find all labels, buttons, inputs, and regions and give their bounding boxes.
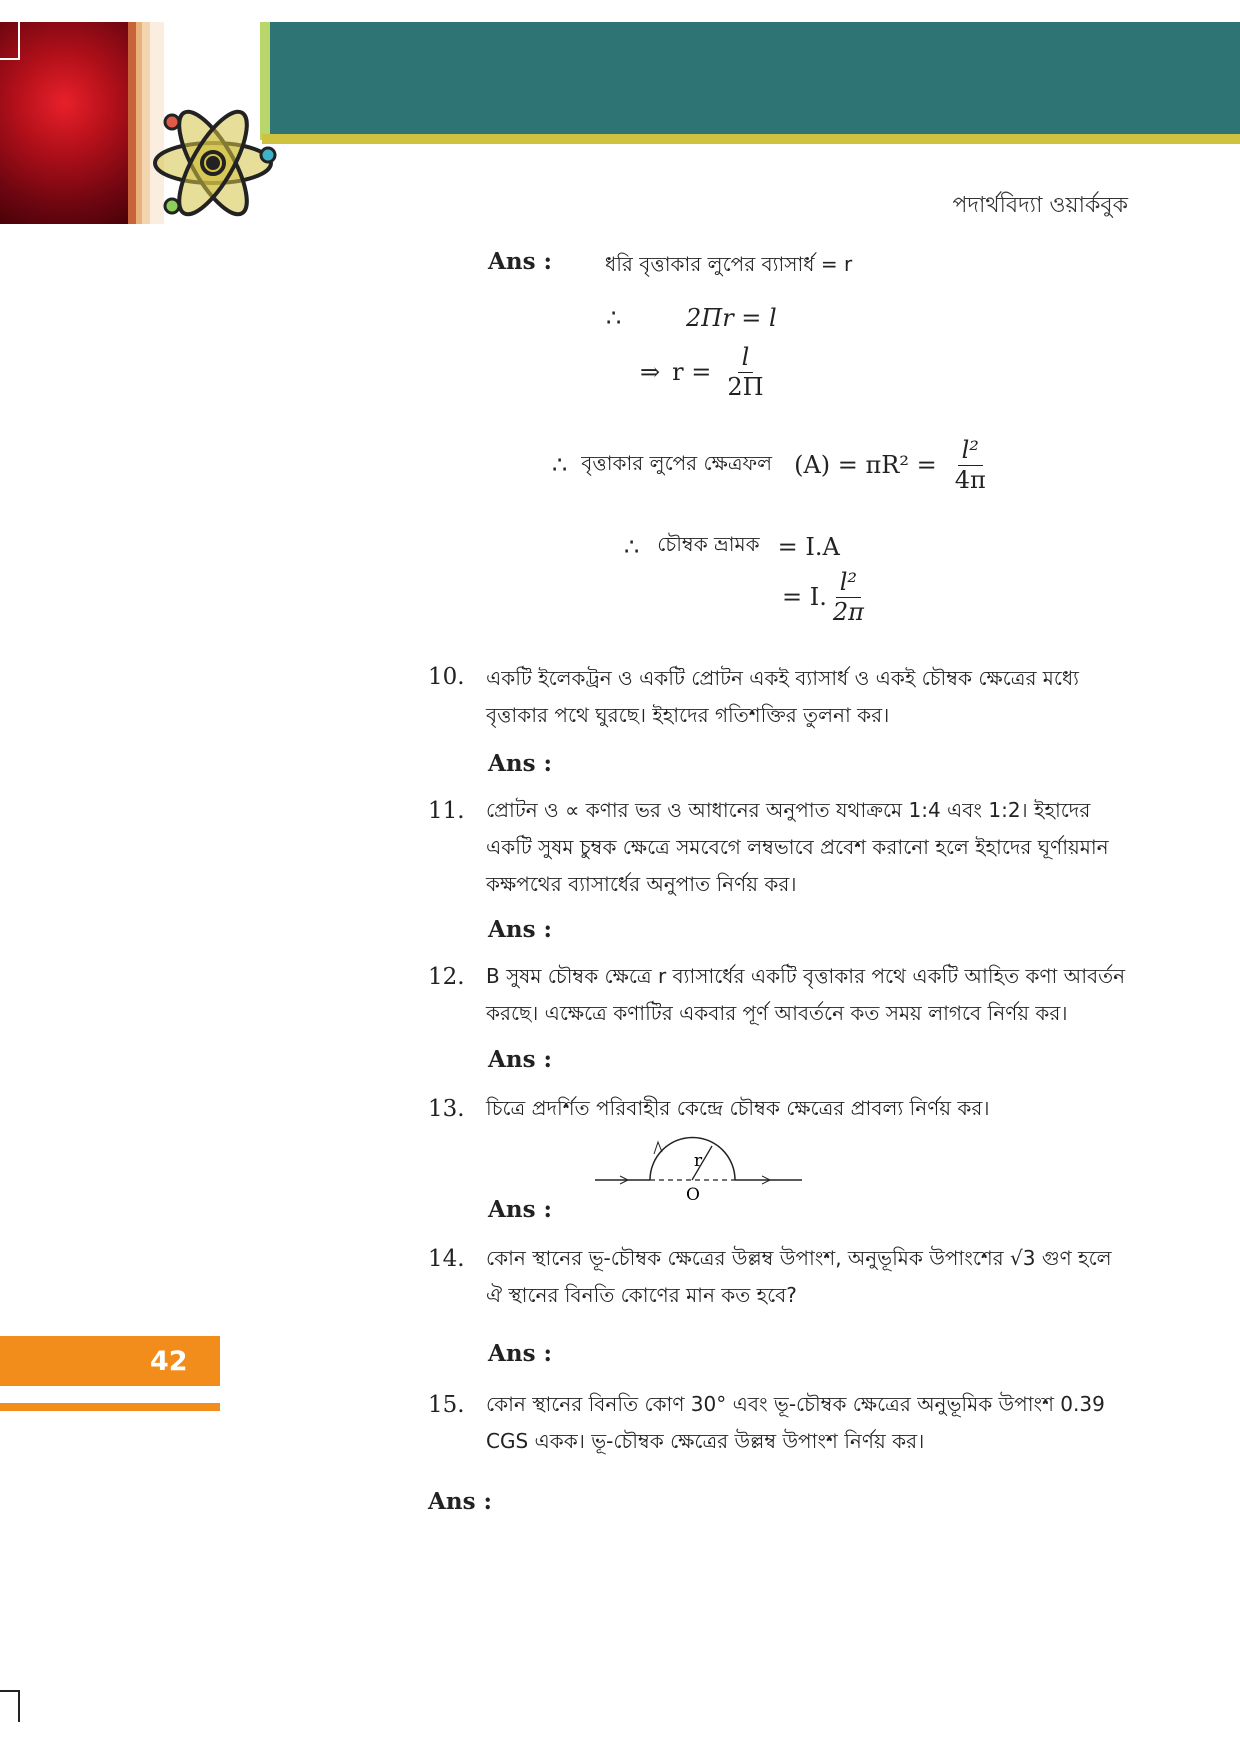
question-12-answer-label: Ans : bbox=[488, 1046, 553, 1073]
center-label: O bbox=[686, 1185, 700, 1202]
moment2-fraction bbox=[829, 568, 868, 627]
equation-magnetic-moment bbox=[624, 530, 840, 563]
therefore-symbol-1: ∴ bbox=[606, 304, 622, 332]
question-13-number: 13. bbox=[428, 1096, 465, 1122]
area-numerator: l² bbox=[958, 436, 983, 466]
question-11-answer-label: Ans : bbox=[488, 916, 553, 943]
question-15-answer-label: Ans : bbox=[428, 1488, 493, 1515]
question-10-number: 10. bbox=[428, 664, 465, 690]
implies-symbol: ⇒ bbox=[640, 358, 661, 387]
question-15-text: কোন স্থানের বিনতি কোণ 30° এবং ভূ-চৌম্বক ক্ষেত্রের অনুভূমিক উপাংশ 0.39 CGS একক। ভূ-চৌম্বক ক্ষেত্রের উল্লম্ব উপাংশ নির্ণয় কর। bbox=[486, 1392, 1105, 1453]
moment-rhs: = I.A bbox=[777, 532, 840, 561]
question-10-text: একটি ইলেকট্রন ও একটি প্রোটন একই ব্যাসার্ধ ও একই চৌম্বক ক্ষেত্রের মধ্যে বৃত্তাকার পথে ঘুরছে। ইহাদের গতিশক্তির তুলনা কর। bbox=[486, 666, 1079, 727]
therefore-symbol-3: ∴ bbox=[624, 532, 640, 561]
page-number: 42 bbox=[150, 1346, 188, 1377]
radius-numerator: l bbox=[738, 343, 754, 373]
header-banner bbox=[270, 22, 1240, 134]
therefore-symbol-2: ∴ bbox=[552, 451, 568, 480]
workbook-title: পদার্থবিদ্যা ওয়ার্কবুক bbox=[952, 193, 1128, 218]
area-denominator: 4π bbox=[954, 465, 986, 494]
answer-9-intro: ধরি বৃত্তাকার লুপের ব্যাসার্ধ = r bbox=[605, 252, 853, 276]
radius-denominator: 2Π bbox=[727, 372, 764, 401]
radius-lhs: r = bbox=[672, 358, 712, 387]
question-10-answer-label: Ans : bbox=[488, 750, 553, 777]
equation-area bbox=[552, 436, 990, 495]
moment-label: চৌম্বক ভ্রামক bbox=[657, 532, 760, 556]
question-14-answer-label: Ans : bbox=[488, 1340, 553, 1367]
question-12-text: B সুষম চৌম্বক ক্ষেত্রে r ব্যাসার্ধের একটি বৃত্তাকার পথে একটি আহিত কণা আবর্তন করছে। এক্ষেত্রে কণাটির একবার পূর্ণ আবর্তনে কত সময় লাগবে নির্ণয় কর। bbox=[486, 964, 1126, 1025]
atom-icon bbox=[150, 108, 280, 218]
question-13-text: চিত্রে প্রদর্শিত পরিবাহীর কেন্দ্রে চৌম্বক ক্ষেত্রের প্রাবল্য নির্ণয় কর। bbox=[486, 1096, 990, 1120]
question-14-text: কোন স্থানের ভূ-চৌম্বক ক্ষেত্রের উল্লম্ব উপাংশ, অনুভূমিক উপাংশের √3 গুণ হলে ঐ স্থানের বিনতি কোণের মান কত হবে? bbox=[486, 1246, 1112, 1307]
question-13-answer-label: Ans : bbox=[488, 1196, 553, 1223]
header-underline bbox=[262, 134, 1240, 144]
moment2-lhs: = I. bbox=[782, 583, 827, 612]
question-12-number: 12. bbox=[428, 964, 465, 990]
radius-label: r bbox=[694, 1151, 703, 1171]
moment2-numerator: l² bbox=[836, 568, 861, 598]
question-15-number: 15. bbox=[428, 1392, 465, 1418]
moment2-denominator: 2π bbox=[832, 597, 864, 626]
crop-mark-bottom bbox=[0, 1690, 20, 1722]
crop-mark-top bbox=[0, 0, 20, 60]
question-11-number: 11. bbox=[428, 798, 465, 824]
equation-circumference: 2Πr = l bbox=[686, 304, 777, 332]
equation-radius bbox=[640, 343, 768, 402]
answer-9-label: Ans : bbox=[488, 248, 553, 275]
question-11-text: প্রোটন ও ∝ কণার ভর ও আধানের অনুপাত যথাক্রমে 1:4 এবং 1:2। ইহাদের একটি সুষম চুম্বক ক্ষেত্রে সমবেগে লম্বভাবে প্রবেশ করানো হলে ইহাদের ঘূর্ণায়মান কক্ষপথের ব্যাসার্ধের অনুপাত নির্ণয় কর। bbox=[486, 798, 1109, 896]
area-fraction bbox=[951, 436, 990, 495]
equation-magnetic-moment-2 bbox=[782, 568, 868, 627]
area-label: বৃত্তাকার লুপের ক্ষেত্রফল bbox=[581, 450, 773, 475]
conductor-diagram bbox=[590, 1132, 810, 1202]
question-14-number: 14. bbox=[428, 1246, 465, 1272]
radius-fraction bbox=[723, 343, 767, 402]
area-lhs: (A) = πR² = bbox=[794, 451, 937, 480]
page-number-underline bbox=[0, 1403, 220, 1411]
